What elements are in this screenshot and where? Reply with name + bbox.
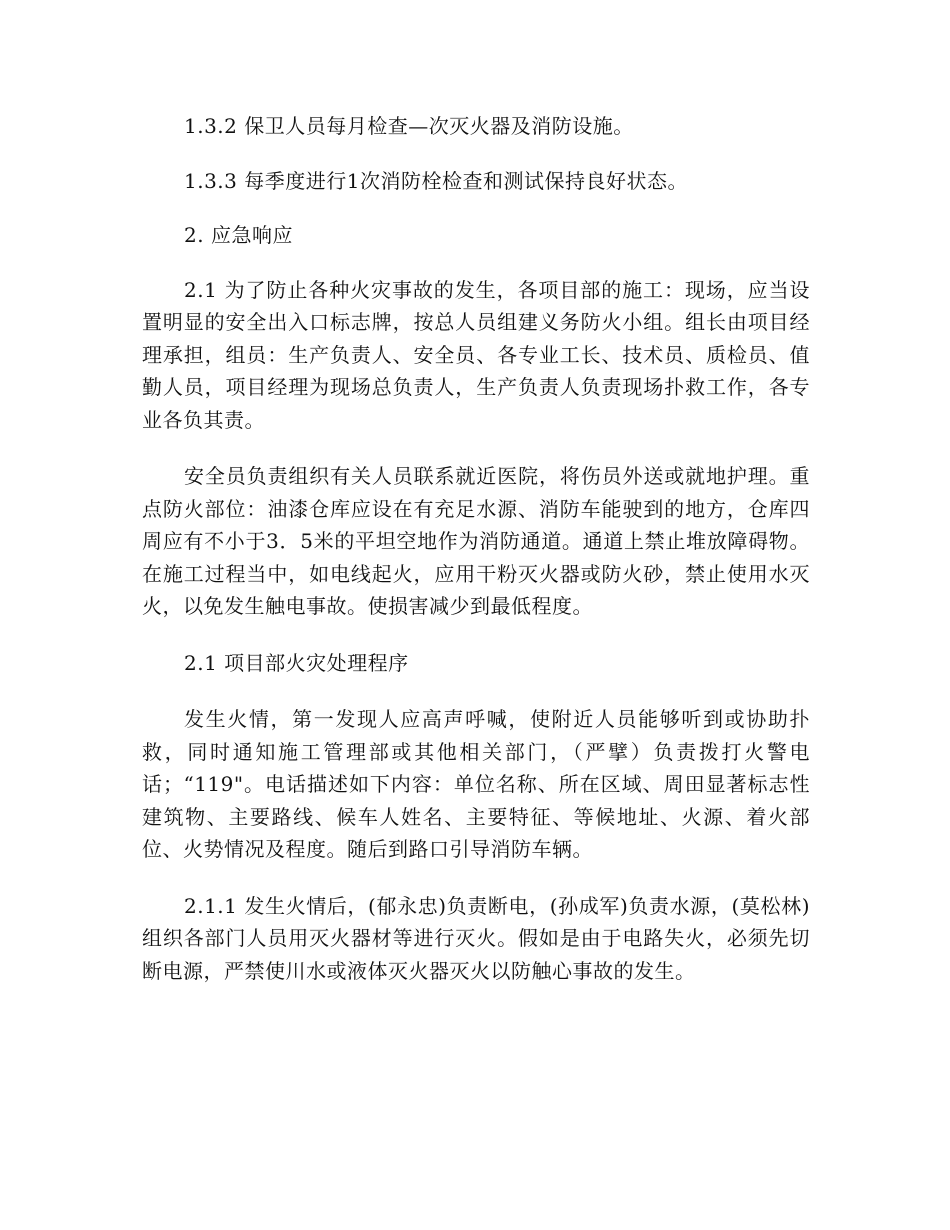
paragraph-2-1-fire-prevention: 2.1 为了防止各种火灾事故的发生，各项目部的施工：现场，应当设置明显的安全出入口标志牌，按总人员组建义务防火小组。组长由项目经理承担，组员：生产负责人、安全员、各专业工长、技术员、质检员、值勤人员，项目经理为现场总负责人，生产负责人负责现场扑救工作，各专业各负其责。 xyxy=(142,277,810,432)
paragraph-fire-discovery: 发生火情，第一发现人应高声呼喊，使附近人员能够听到或协助扑救，同时通知施工管理部或其他相关部门，（严擘）负责拨打火警电话；“119"。电话描述如下内容：单位名称、所在区域、周田显著标志性建筑物、主要路线、候车人姓名、主要特征、等候地址、火源、着火部位、火势情况及程度。随后到路口引导消防车辆。 xyxy=(142,707,810,861)
section-heading-emergency-response: 2. 应急响应 xyxy=(184,223,293,247)
document-body xyxy=(142,110,810,987)
paragraph-1-3-2: 1.3.2 保卫人员每月检查—次灭火器及消防设施。 xyxy=(184,114,634,138)
subheading-fire-handling-procedure: 2.1 项目部火灾处理程序 xyxy=(184,650,409,675)
paragraph-safety-officer: 安全员负责组织有关人员联系就近医院，将伤员外送或就地护理。重点防火部位：油漆仓库应设在有充足水源、消防车能驶到的地方，仓库四周应有不小于3．5米的平坦空地作为消防通道。通道上禁止堆放障碍物。在施工过程当中，如电线起火，应用干粉灭火器或防火砂，禁止使用水灭火，以免发生触电事故。使损害减少到最低程度。 xyxy=(142,464,810,618)
paragraph-2-1-1: 2.1.1 发生火情后，(郁永忠)负责断电，(孙成军)负责水源，(莫松林)组织各部门人员用灭火器材等进行灭火。假如是由于电路失火，必须先切断电源，严禁使川水或液体灭火器灭火以防触心事故的发生。 xyxy=(142,893,810,983)
paragraph-1-3-3: 1.3.3 每季度进行1次消防栓检查和测试保持良好状态。 xyxy=(184,168,688,193)
